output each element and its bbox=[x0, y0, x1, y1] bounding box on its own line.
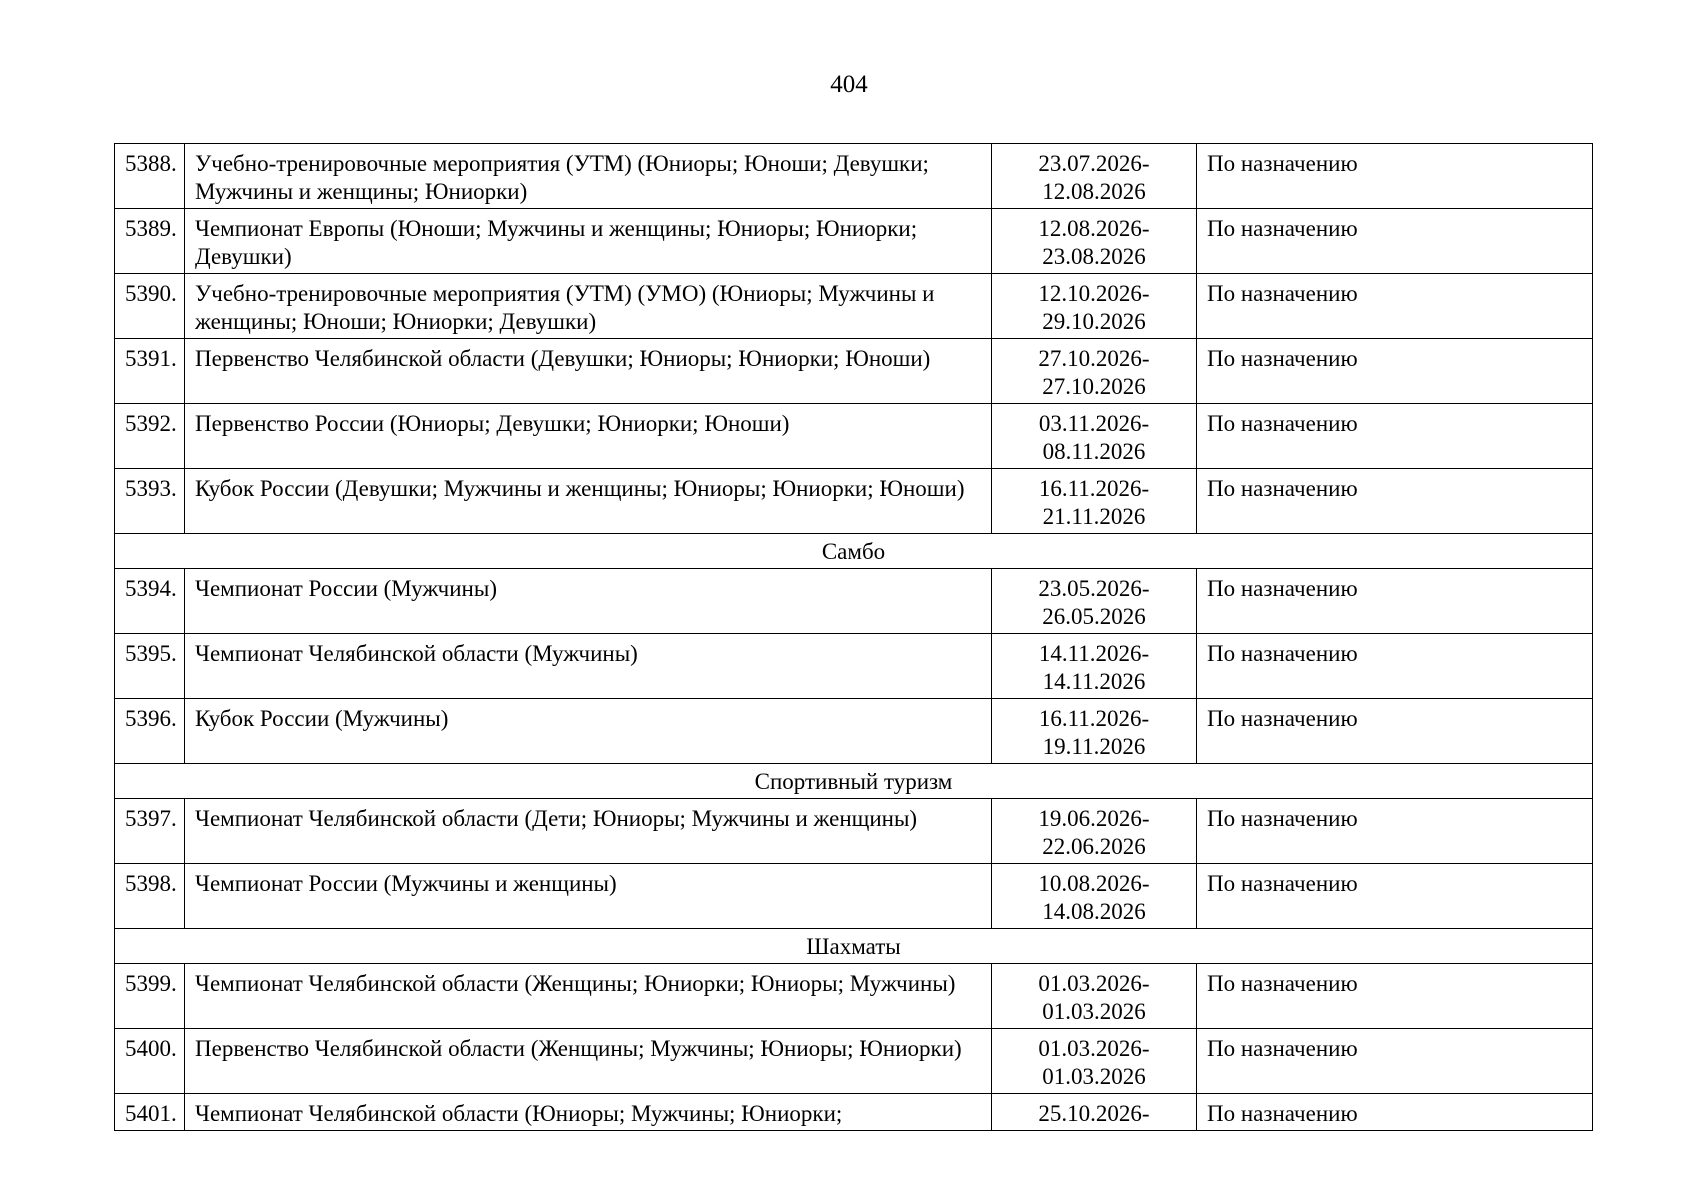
section-row bbox=[115, 534, 1593, 569]
event-dates bbox=[992, 569, 1197, 634]
date-start: 25.10.2026- bbox=[1038, 1101, 1150, 1126]
date-start: 01.03.2026- bbox=[1038, 1036, 1150, 1061]
date-end: 08.11.2026 bbox=[1042, 439, 1146, 464]
date-end: 27.10.2026 bbox=[1042, 374, 1146, 399]
event-number: 5395. bbox=[115, 634, 185, 699]
date-end: 14.08.2026 bbox=[1042, 899, 1146, 924]
date-start: 23.05.2026- bbox=[1038, 576, 1150, 601]
date-end: 29.10.2026 bbox=[1042, 309, 1146, 334]
event-dates bbox=[992, 964, 1197, 1029]
event-name: Учебно-тренировочные мероприятия (УТМ) (Юниоры; Юноши; Девушки; Мужчины и женщины; Юниорки) bbox=[185, 144, 992, 209]
date-end: 22.06.2026 bbox=[1042, 834, 1146, 859]
event-location: По назначению bbox=[1197, 699, 1593, 764]
event-name: Чемпионат России (Мужчины) bbox=[185, 569, 992, 634]
date-start: 14.11.2026- bbox=[1038, 641, 1150, 666]
event-name: Чемпионат Челябинской области (Женщины; Юниорки; Юниоры; Мужчины) bbox=[185, 964, 992, 1029]
date-start: 03.11.2026- bbox=[1038, 411, 1150, 436]
event-number: 5401. bbox=[115, 1094, 185, 1131]
date-end: 21.11.2026 bbox=[1042, 504, 1146, 529]
table-row bbox=[115, 339, 1593, 404]
date-start: 27.10.2026- bbox=[1038, 346, 1150, 371]
table-row bbox=[115, 209, 1593, 274]
section-title: Самбо bbox=[115, 534, 1593, 569]
section-title: Шахматы bbox=[115, 929, 1593, 964]
page-number: 404 bbox=[830, 71, 868, 98]
date-start: 19.06.2026- bbox=[1038, 806, 1150, 831]
table-row bbox=[115, 799, 1593, 864]
event-name: Чемпионат Челябинской области (Юниоры; Мужчины; Юниорки; bbox=[185, 1094, 992, 1131]
date-end: 01.03.2026 bbox=[1042, 999, 1146, 1024]
event-dates bbox=[992, 209, 1197, 274]
events-table bbox=[114, 143, 1593, 1131]
event-dates bbox=[992, 404, 1197, 469]
date-start: 12.08.2026- bbox=[1038, 216, 1150, 241]
date-end: 26.05.2026 bbox=[1042, 604, 1146, 629]
date-end: 23.08.2026 bbox=[1042, 244, 1146, 269]
table-row bbox=[115, 569, 1593, 634]
table-row bbox=[115, 469, 1593, 534]
event-location: По назначению bbox=[1197, 404, 1593, 469]
date-end: 14.11.2026 bbox=[1042, 669, 1146, 694]
table-row bbox=[115, 864, 1593, 929]
event-location: По назначению bbox=[1197, 634, 1593, 699]
event-location: По назначению bbox=[1197, 799, 1593, 864]
event-dates bbox=[992, 799, 1197, 864]
table-row bbox=[115, 964, 1593, 1029]
event-location: По назначению bbox=[1197, 339, 1593, 404]
event-number: 5392. bbox=[115, 404, 185, 469]
table-row bbox=[115, 144, 1593, 209]
date-start: 01.03.2026- bbox=[1038, 971, 1150, 996]
event-name: Кубок России (Мужчины) bbox=[185, 699, 992, 764]
date-start: 16.11.2026- bbox=[1038, 476, 1150, 501]
table-row bbox=[115, 1094, 1593, 1131]
event-dates bbox=[992, 1029, 1197, 1094]
event-dates bbox=[992, 144, 1197, 209]
date-start: 12.10.2026- bbox=[1038, 281, 1150, 306]
event-name: Чемпионат Челябинской области (Мужчины) bbox=[185, 634, 992, 699]
event-number: 5388. bbox=[115, 144, 185, 209]
event-number: 5399. bbox=[115, 964, 185, 1029]
event-number: 5389. bbox=[115, 209, 185, 274]
table-row bbox=[115, 274, 1593, 339]
event-number: 5394. bbox=[115, 569, 185, 634]
event-dates bbox=[992, 1094, 1197, 1131]
event-location: По назначению bbox=[1197, 274, 1593, 339]
event-number: 5396. bbox=[115, 699, 185, 764]
event-dates bbox=[992, 469, 1197, 534]
event-number: 5393. bbox=[115, 469, 185, 534]
event-location: По назначению bbox=[1197, 1094, 1593, 1131]
date-start: 16.11.2026- bbox=[1038, 706, 1150, 731]
date-start: 23.07.2026- bbox=[1038, 151, 1150, 176]
event-location: По назначению bbox=[1197, 1029, 1593, 1094]
event-location: По назначению bbox=[1197, 964, 1593, 1029]
event-location: По назначению bbox=[1197, 469, 1593, 534]
event-dates bbox=[992, 339, 1197, 404]
table-row bbox=[115, 404, 1593, 469]
event-number: 5390. bbox=[115, 274, 185, 339]
table-row bbox=[115, 1029, 1593, 1094]
event-number: 5400. bbox=[115, 1029, 185, 1094]
event-number: 5391. bbox=[115, 339, 185, 404]
event-name: Первенство России (Юниоры; Девушки; Юниорки; Юноши) bbox=[185, 404, 992, 469]
date-start: 10.08.2026- bbox=[1038, 871, 1150, 896]
event-location: По назначению bbox=[1197, 209, 1593, 274]
date-end: 01.03.2026 bbox=[1042, 1064, 1146, 1089]
date-end: 12.08.2026 bbox=[1042, 179, 1146, 204]
date-end: 19.11.2026 bbox=[1042, 734, 1146, 759]
event-dates bbox=[992, 864, 1197, 929]
event-location: По назначению bbox=[1197, 144, 1593, 209]
event-name: Чемпионат России (Мужчины и женщины) bbox=[185, 864, 992, 929]
table-row bbox=[115, 699, 1593, 764]
event-number: 5397. bbox=[115, 799, 185, 864]
event-location: По назначению bbox=[1197, 569, 1593, 634]
section-title: Спортивный туризм bbox=[115, 764, 1593, 799]
event-name: Чемпионат Европы (Юноши; Мужчины и женщины; Юниоры; Юниорки; Девушки) bbox=[185, 209, 992, 274]
event-dates bbox=[992, 274, 1197, 339]
event-name: Кубок России (Девушки; Мужчины и женщины; Юниоры; Юниорки; Юноши) bbox=[185, 469, 992, 534]
event-dates bbox=[992, 634, 1197, 699]
event-dates bbox=[992, 699, 1197, 764]
event-location: По назначению bbox=[1197, 864, 1593, 929]
event-name: Чемпионат Челябинской области (Дети; Юниоры; Мужчины и женщины) bbox=[185, 799, 992, 864]
event-name: Первенство Челябинской области (Девушки; Юниоры; Юниорки; Юноши) bbox=[185, 339, 992, 404]
event-name: Первенство Челябинской области (Женщины; Мужчины; Юниоры; Юниорки) bbox=[185, 1029, 992, 1094]
section-row bbox=[115, 929, 1593, 964]
event-number: 5398. bbox=[115, 864, 185, 929]
section-row bbox=[115, 764, 1593, 799]
event-name: Учебно-тренировочные мероприятия (УТМ) (УМО) (Юниоры; Мужчины и женщины; Юноши; Юниорки; Девушки) bbox=[185, 274, 992, 339]
table-row bbox=[115, 634, 1593, 699]
